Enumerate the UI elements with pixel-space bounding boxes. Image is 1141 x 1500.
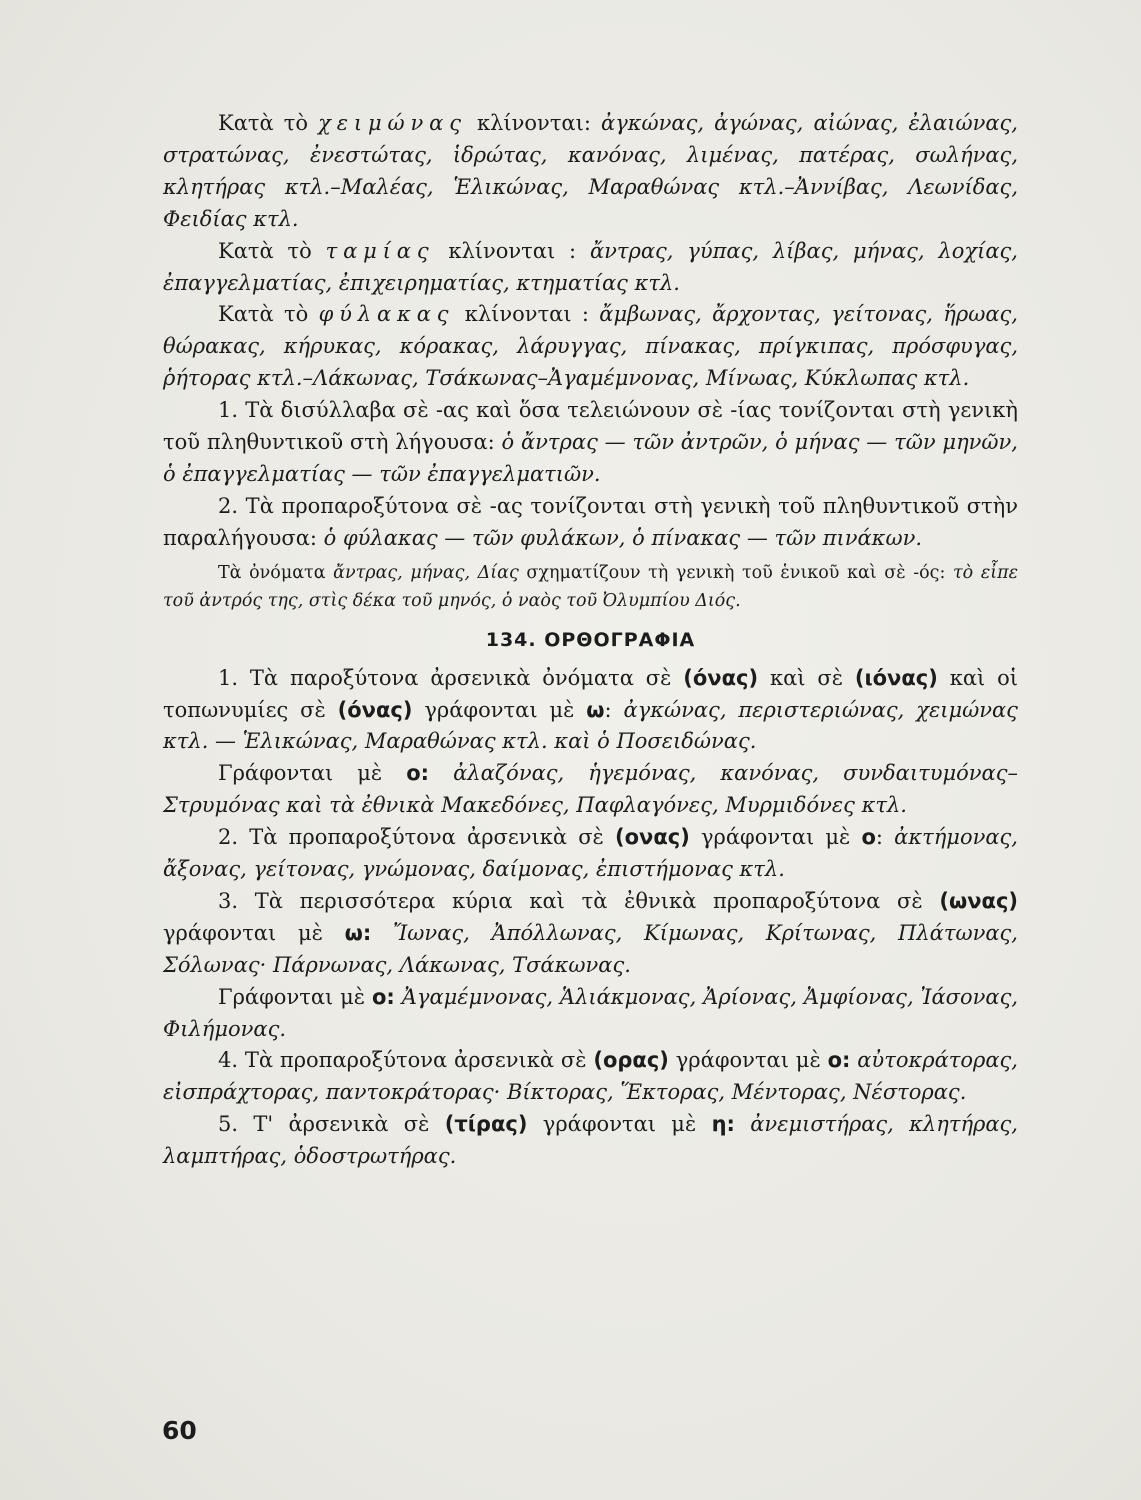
orthography-rule-3-exceptions: Γράφονται μὲ ο: Ἀγαμέμνονας, Ἁλιάκμονας, Ἀρίονας, Ἀμφίονας, Ἰάσονας, Φιλήμονας.	[163, 984, 1019, 1041]
orthography-rule-1: 1. Τὰ παροξύτονα ἀρσενικὰ ὀνόματα σὲ (όνας) καὶ σὲ (ιόνας) καὶ οἱ τοπωνυμίες σὲ (όνας) γράφονται μὲ ω: ἀγκώνας, περιστεριώνας, χειμώνας κτλ. — Ἑλικώνας, Μαραθώνας κτλ. καὶ ὁ Ποσειδώνας.	[163, 665, 1018, 754]
rule-1-accent: 1. Τὰ δισύλλαβα σὲ -ας καὶ ὅσα τελειώνουν σὲ -ίας τονίζονται στὴ γενικὴ τοῦ πληθυντικοῦ στὴ λήγουσα: ὁ ἄντρας — τῶν ἀντρῶν, ὁ μήνας — τῶν μηνῶν, ὁ ἐπαγγελματίας — τῶν ἐπαγγελματιῶν.	[163, 398, 1018, 486]
paragraph-tamias: Κατὰ τὸ ταμίας κλίνονται : ἄντρας, γύπας, λίβας, μήνας, λοχίας, ἐπαγγελματίας, ἐπιχειρηματίας, κτηματίας κτλ.	[163, 238, 1018, 295]
orthography-rule-3: 3. Τὰ περισσότερα κύρια καὶ τὰ ἐθνικὰ προπαροξύτονα σὲ (ωνας) γράφονται μὲ ω: Ἴωνας, Ἀπόλλωνας, Κίμωνας, Κρίτωνας, Πλάτωνας, Σόλωνας· Πάρνωνας, Λάκωνας, Τσάκωνας.	[163, 888, 1018, 977]
page-number: 60	[162, 1416, 197, 1445]
orthography-rule-4: 4. Τὰ προπαροξύτονα ἀρσενικὰ σὲ (ορας) γράφονται μὲ ο: αὐτοκράτορας, εἰσπράχτορας, παντοκράτορας· Βίκτορας, Ἕκτορας, Μέντορας, Νέστορας.	[163, 1048, 1018, 1105]
rule-2-accent: 2. Τὰ προπαροξύτονα σὲ -ας τονίζονται στὴ γενικὴ τοῦ πληθυντικοῦ στὴν παραλήγουσα: ὁ φύλακας — τῶν φυλάκων, ὁ πίνακας — τῶν πινάκων.	[163, 493, 1018, 550]
paragraph-cheimonas: Κατὰ τὸ χειμώνας κλίνονται: ἀγκώνας, ἀγώνας, αἰώνας, ἐλαιώνας, στρατώνας, ἐνεστώτας, ἱδρώτας, κανόνας, λιμένας, πατέρας, σωλήνας, κλητήρας κτλ.–Μαλέας, Ἑλικώνας, Μαραθώνας κτλ.–Ἀννίβας, Λεωνίδας, Φειδίας κτλ.	[163, 111, 1018, 231]
orthography-rule-5: 5. Τ' ἀρσενικὰ σὲ (τίρας) γράφονται μὲ η: ἀνεμιστήρας, κλητήρας, λαμπτήρας, ὁδοστρωτήρας.	[163, 1112, 1018, 1169]
note: Τὰ ὀνόματα ἄντρας, μήνας, Δίας σχηματίζουν τὴ γενικὴ τοῦ ἑνικοῦ καὶ σὲ -ός: τὸ εἶπε τοῦ ἀντρός της, στὶς δέκα τοῦ μηνός, ὁ ναὸς τοῦ Ὀλυμπίου Διός.	[163, 562, 1018, 611]
orthography-rule-1-exceptions: Γράφονται μὲ ο: ἀλαζόνας, ἡγεμόνας, κανόνας, συνδαιτυμόνας– Στρυμόνας καὶ τὰ ἐθνικὰ Μακεδόνες, Παφλαγόνες, Μυρμιδόνες κτλ.	[163, 761, 1018, 818]
orthography-rule-2: 2. Τὰ προπαροξύτονα ἀρσενικὰ σὲ (ονας) γράφονται μὲ ο: ἀκτήμονας, ἄξονας, γείτονας, γνώμονας, δαίμονας, ἐπιστήμονας κτλ.	[163, 825, 1018, 882]
page-text	[163, 108, 1018, 1173]
paragraph-fylakas: Κατὰ τὸ φύλακας κλίνονται : ἄμβωνας, ἄρχοντας, γείτονας, ἥρωας, θώρακας, κήρυκας, κόρακας, λάρυγγας, πίνακας, πρίγκιπας, πρόσφυγας, ῥήτορας κτλ.–Λάκωνας, Τσάκωνας–Ἀγαμέμνονας, Μίνωας, Κύκλωπας κτλ.	[163, 302, 1018, 391]
section-heading: 134. ΟΡΘΟΓΡΑΦΙΑ	[485, 628, 696, 651]
